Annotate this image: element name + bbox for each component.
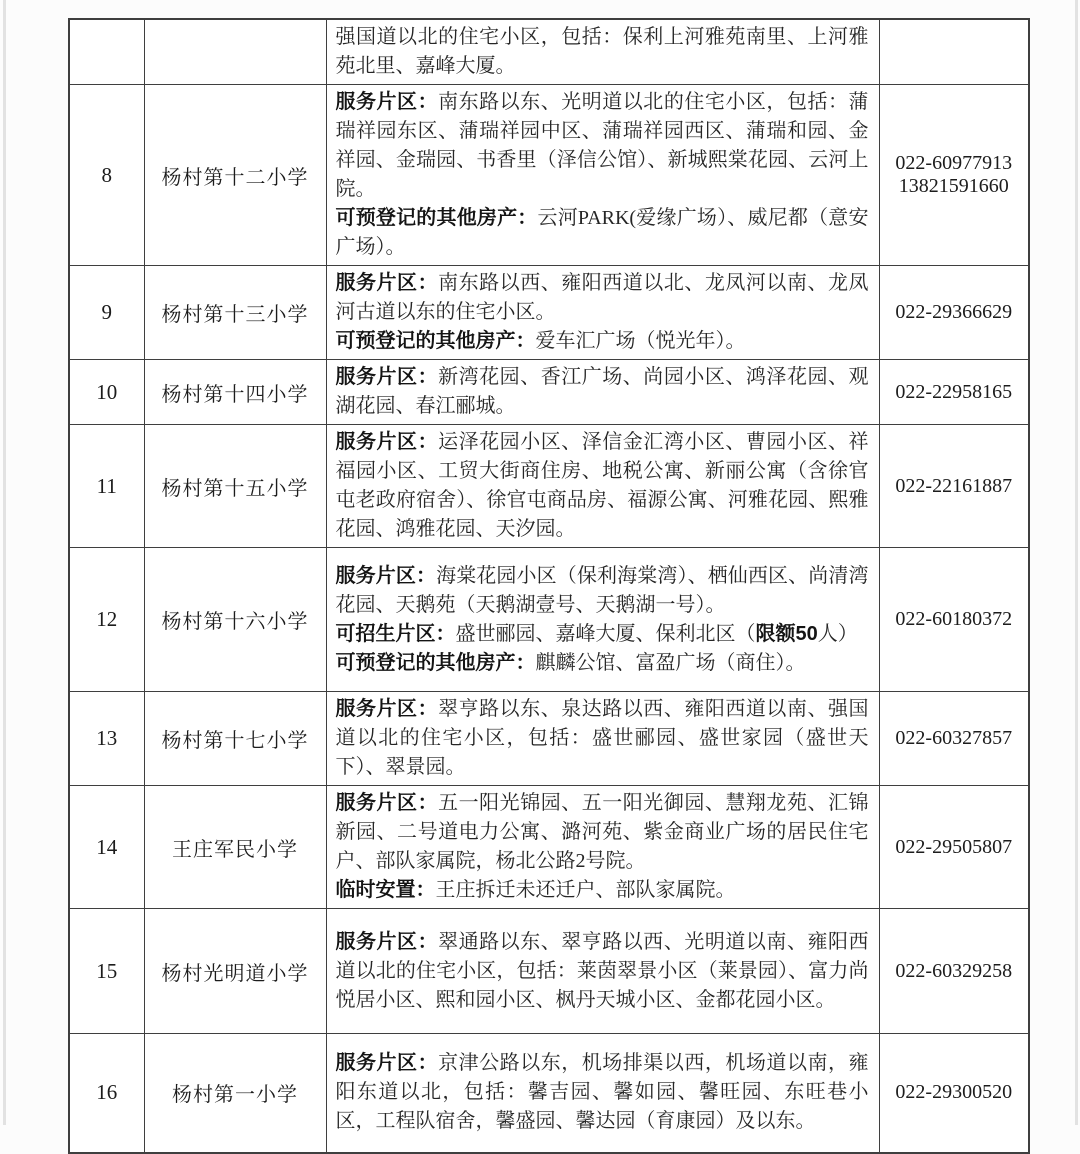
phone-number: 022-60180372 [895,608,1013,630]
table-row [69,19,1029,85]
phone-number: 13821591660 [898,175,1009,197]
table-row [69,548,1029,692]
phone-number: 022-29366629 [895,301,1013,323]
section-label: 限额50 [755,622,818,645]
section-label: 服务片区： [335,1052,439,1075]
service-area-cell [326,85,879,266]
table-row [69,266,1029,360]
phone-cell [879,19,1029,85]
service-area-paragraph [336,428,869,544]
service-area-paragraph [336,649,869,678]
row-number [69,19,144,85]
service-area-cell [326,266,879,360]
area-text: 海棠花园小区（保利海棠湾）、栖仙西区、尚清湾花园、天鹅苑（天鹅湖壹号、天鹅湖一号）。 [335,564,869,616]
page-right-edge-shadow [1075,0,1078,1125]
area-text: 麒麟公馆、富盈广场（商住）。 [535,651,806,674]
phone-cell [879,266,1029,360]
page-left-edge-shadow [3,0,6,1125]
document-sheet [68,18,1028,1154]
section-label: 可预登记的其他房产： [335,651,536,674]
area-text: 盛世郦园、嘉峰大厦、保利北区（ [455,622,756,645]
service-area-paragraph [336,23,869,81]
table-row [69,360,1029,425]
service-area-cell [326,360,879,425]
service-area-paragraph [336,620,869,649]
table-body [69,19,1029,1153]
phone-number: 022-60327857 [895,727,1013,749]
school-name: 杨村光明道小学 [144,909,326,1034]
area-text: 南东路以东、光明道以北的住宅小区，包括：蒲瑞祥园东区、蒲瑞祥园中区、蒲瑞祥园西区、蒲瑞和园、金祥园、金瑞园、书香里（泽信公馆）、新城熙棠花园、云河上院。 [335,91,869,200]
phone-number: 022-22958165 [895,380,1013,403]
table-row [69,1034,1029,1153]
service-area-paragraph [336,562,869,620]
school-name: 王庄军民小学 [144,786,326,909]
phone-cell [879,425,1029,548]
phone-number: 022-29505807 [895,835,1013,858]
school-name: 杨村第十六小学 [144,548,326,692]
table-row [69,85,1029,266]
row-number: 11 [69,425,144,548]
area-text: 爱车汇广场（悦光年）。 [535,330,746,352]
area-text: 五一阳光锦园、五一阳光御园、慧翔龙苑、汇锦新园、二号道电力公寓、潞河苑、紫金商业广场的居民住宅户、部队家属院，杨北公路2号院。 [335,792,869,872]
service-area-cell [326,909,879,1034]
phone-cell [879,548,1029,692]
phone-cell [879,1034,1029,1153]
section-label: 可预登记的其他房产： [335,207,538,229]
service-area-cell [326,425,879,548]
service-area-cell [326,548,879,692]
row-number: 13 [69,692,144,786]
table-row [69,786,1029,909]
section-label: 服务片区： [335,698,439,720]
area-text: 新湾花园、香江广场、尚园小区、鸿泽花园、观湖花园、春江郦城。 [335,366,869,417]
phone-cell [879,786,1029,909]
section-label: 服务片区： [335,564,437,587]
service-area-paragraph [336,204,869,262]
area-text: 人） [817,622,858,645]
area-text: 翠亨路以东、泉达路以西、雍阳西道以南、强国道以北的住宅小区，包括：盛世郦园、盛世家园（盛世天下）、翠景园。 [335,698,869,778]
phone-number: 022-60329258 [895,959,1013,982]
service-area-cell [326,1034,879,1153]
school-name: 杨村第十三小学 [144,266,326,360]
service-area-paragraph [336,327,869,356]
area-text: 强国道以北的住宅小区，包括：保利上河雅苑南里、上河雅苑北里、嘉峰大厦。 [335,26,869,77]
row-number: 9 [69,266,144,360]
section-label: 服务片区： [335,431,439,453]
row-number: 16 [69,1034,144,1153]
section-label: 临时安置： [335,879,436,901]
phone-number: 022-22161887 [895,474,1013,497]
section-label: 服务片区： [335,366,439,388]
phone-cell [879,85,1029,266]
area-text: 京津公路以东，机场排渠以西，机场道以南，雍阳东道以北，包括：馨吉园、馨如园、馨旺园、东旺巷小区，工程队宿舍，馨盛园、馨达园（育康园）及以东。 [335,1052,869,1133]
row-number: 14 [69,786,144,909]
service-area-paragraph [336,1049,869,1136]
service-area-paragraph [336,876,869,905]
phone-cell [879,692,1029,786]
service-area-paragraph [336,363,869,421]
phone-cell [879,909,1029,1034]
service-area-paragraph [336,88,869,204]
area-text: 云河PARK(爱缘广场）、威尼都（意安广场）。 [335,207,869,258]
service-area-paragraph [336,695,869,782]
area-text: 南东路以西、雍阳西道以北、龙凤河以南、龙凤河古道以东的住宅小区。 [335,272,869,323]
row-number: 8 [69,85,144,266]
service-area-cell [326,19,879,85]
section-label: 可招生片区： [335,622,456,645]
school-name: 杨村第十五小学 [144,425,326,548]
phone-number: 022-29300520 [895,1081,1013,1104]
area-text: 翠通路以东、翠亨路以西、光明道以南、雍阳西道以北的住宅小区，包括：莱茵翠景小区（莱景园）、富力尚悦居小区、熙和园小区、枫丹天城小区、金都花园小区。 [335,930,869,1011]
school-name: 杨村第十七小学 [144,692,326,786]
table-row [69,909,1029,1034]
section-label: 服务片区： [335,930,439,953]
row-number: 12 [69,548,144,692]
service-area-paragraph [336,789,869,876]
section-label: 服务片区： [335,91,439,113]
table-row [69,692,1029,786]
section-label: 服务片区： [335,272,439,294]
section-label: 服务片区： [335,792,439,814]
service-area-cell [326,786,879,909]
row-number: 15 [69,909,144,1034]
service-area-cell [326,692,879,786]
phone-cell [879,360,1029,425]
school-district-table [68,18,1030,1154]
school-name: 杨村第十二小学 [144,85,326,266]
area-text: 运泽花园小区、泽信金汇湾小区、曹园小区、祥福园小区、工贸大街商住房、地税公寓、新丽公寓（含徐官屯老政府宿舍）、徐官屯商品房、福源公寓、河雅花园、熙雅花园、鸿雅花园、天汐园。 [335,431,869,540]
phone-number: 022-60977913 [895,152,1013,174]
school-name [144,19,326,85]
row-number: 10 [69,360,144,425]
service-area-paragraph [336,928,869,1015]
school-name: 杨村第一小学 [144,1034,326,1153]
service-area-paragraph [336,269,869,327]
area-text: 王庄拆迁未还迁户、部队家属院。 [435,879,736,901]
table-row [69,425,1029,548]
section-label: 可预登记的其他房产： [335,330,536,352]
school-name: 杨村第十四小学 [144,360,326,425]
